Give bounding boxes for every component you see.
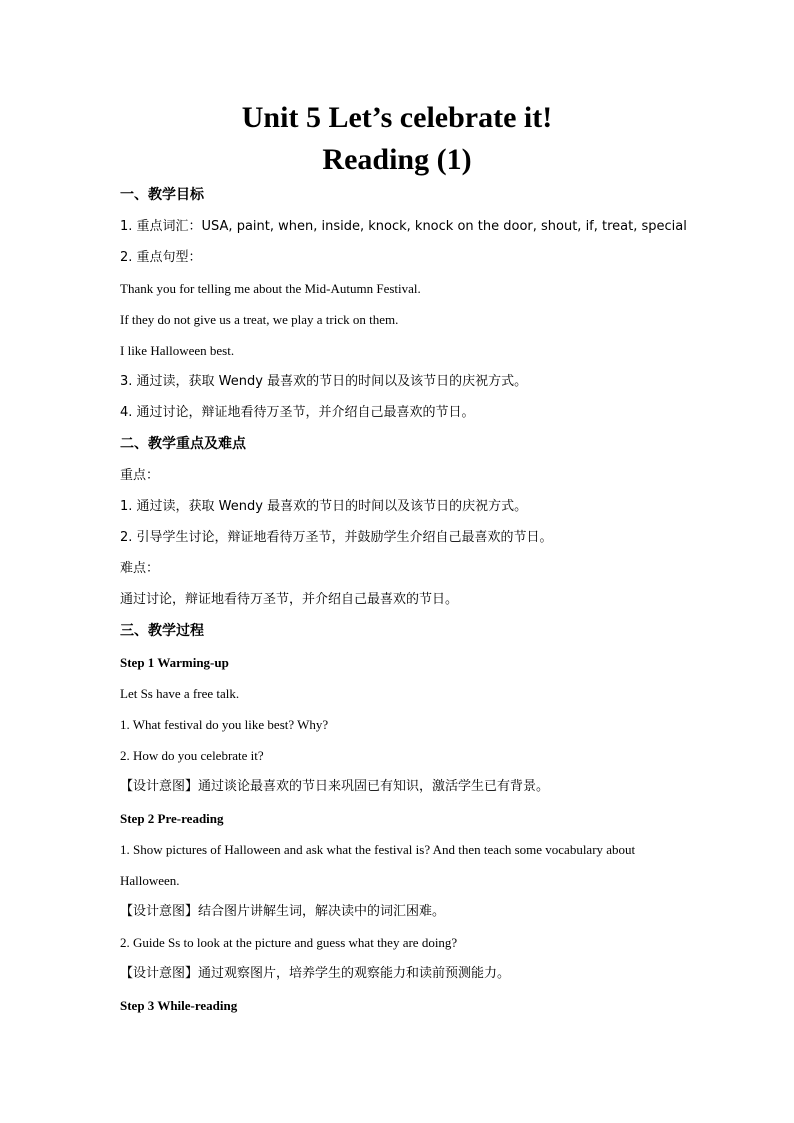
- step-2-line-2: Halloween.: [120, 873, 180, 888]
- title-line-2: Reading (1): [322, 143, 472, 176]
- step-1-title: Step 1 Warming-up: [120, 655, 229, 670]
- objective-item-4: 4. 通过讨论，辩证地看待万圣节，并介绍自己最喜欢的节日。: [120, 405, 475, 420]
- step-1-line-2: 1. What festival do you like best? Why?: [120, 717, 329, 732]
- key-points-label: 重点：: [120, 468, 160, 483]
- difficulty-label: 难点：: [120, 561, 160, 576]
- step-2-intent-1: 【设计意图】结合图片讲解生词，解决读中的词汇困难。: [120, 904, 446, 919]
- objective-item-1: 1. 重点词汇：USA, paint, when, inside, knock, knock on the door, shout, if, treat, special: [120, 219, 687, 234]
- key-point-1: 1. 通过读，获取 Wendy 最喜欢的节日的时间以及该节日的庆祝方式。: [120, 499, 528, 514]
- key-point-2: 2. 引导学生讨论，辩证地看待万圣节，并鼓励学生介绍自己最喜欢的节日。: [120, 530, 553, 545]
- key-sentence-3: I like Halloween best.: [120, 343, 235, 358]
- section-heading-focus: 二、教学重点及难点: [120, 436, 246, 452]
- step-2-line-1: 1. Show pictures of Halloween and ask what the festival is? And then teach some vocabulary about: [120, 842, 636, 857]
- step-1-line-1: Let Ss have a free talk.: [120, 686, 240, 701]
- step-2-intent-2: 【设计意图】通过观察图片，培养学生的观察能力和读前预测能力。: [120, 966, 511, 981]
- difficulty-point-1: 通过讨论，辩证地看待万圣节，并介绍自己最喜欢的节日。: [120, 592, 459, 607]
- title-line-1: Unit 5 Let’s celebrate it!: [241, 101, 553, 134]
- step-3-title: Step 3 While-reading: [120, 998, 238, 1013]
- key-sentence-1: Thank you for telling me about the Mid-Autumn Festival.: [120, 281, 421, 296]
- objective-item-2: 2. 重点句型：: [120, 250, 202, 265]
- objective-item-3: 3. 通过读，获取 Wendy 最喜欢的节日的时间以及该节日的庆祝方式。: [120, 374, 528, 389]
- section-heading-process: 三、教学过程: [120, 623, 204, 639]
- step-2-title: Step 2 Pre-reading: [120, 811, 224, 826]
- key-sentence-2: If they do not give us a treat, we play a trick on them.: [120, 312, 399, 327]
- section-heading-objectives: 一、教学目标: [120, 187, 204, 203]
- step-1-line-3: 2. How do you celebrate it?: [120, 748, 264, 763]
- step-2-line-3: 2. Guide Ss to look at the picture and guess what they are doing?: [120, 935, 458, 950]
- step-1-intent: 【设计意图】通过谈论最喜欢的节日来巩固已有知识，激活学生已有背景。: [120, 779, 550, 794]
